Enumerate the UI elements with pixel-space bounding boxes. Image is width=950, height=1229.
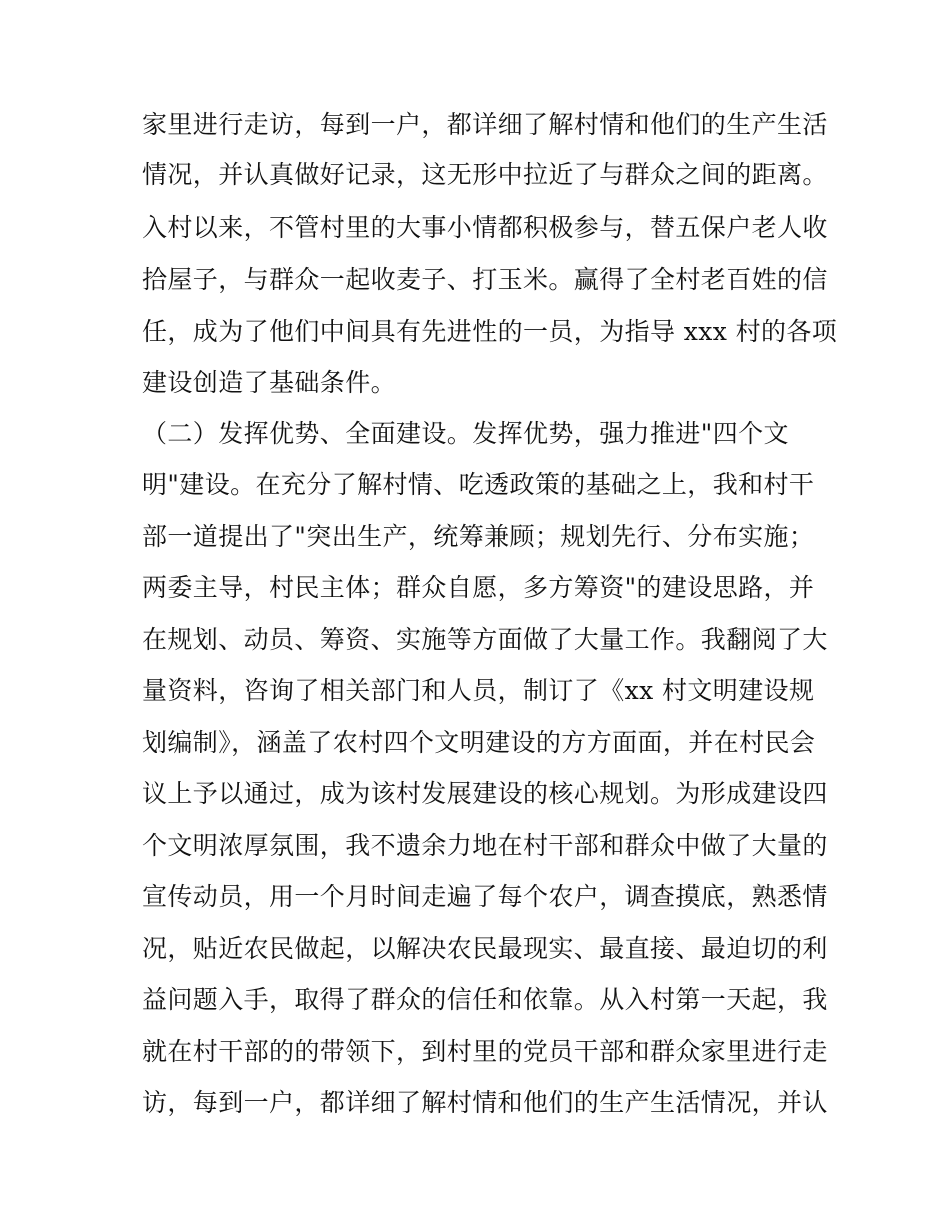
text-line-19: 就在村干部的的带领下，到村里的党员干部和群众家里进行走	[142, 1037, 828, 1066]
text-line-8: 明"建设。在充分了解村情、吃透政策的基础之上，我和村干	[142, 470, 815, 499]
text-line-1: 家里进行走访，每到一户，都详细了解村情和他们的生产生活	[142, 110, 828, 139]
text-line-10: 两委主导，村民主体；群众自愿，多方筹资"的建设思路，并	[142, 573, 815, 602]
text-line-5: 任，成为了他们中间具有先进性的一员，为指导 xxx 村的各项	[142, 317, 838, 346]
text-line-6: 建设创造了基础条件。	[142, 368, 397, 397]
text-line-17: 况，贴近农民做起，以解决农民最现实、最直接、最迫切的利	[142, 934, 828, 963]
text-line-12: 量资料，咨询了相关部门和人员，制订了《xx 村文明建设规	[142, 676, 815, 705]
text-line-15: 个文明浓厚氛围，我不遗余力地在村干部和群众中做了大量的	[142, 831, 828, 860]
text-line-2: 情况，并认真做好记录，这无形中拉近了与群众之间的距离。	[142, 160, 828, 189]
text-line-18: 益问题入手，取得了群众的信任和依靠。从入村第一天起，我	[142, 985, 828, 1014]
text-line-14: 议上予以通过，成为该村发展建设的核心规划。为形成建设四	[142, 779, 828, 808]
text-line-20: 访，每到一户，都详细了解村情和他们的生产生活情况，并认	[142, 1088, 828, 1117]
text-line-3: 入村以来，不管村里的大事小情都积极参与，替五保户老人收	[142, 213, 828, 242]
text-line-9: 部一道提出了"突出生产，统筹兼顾；规划先行、分布实施；	[142, 522, 815, 551]
text-line-11: 在规划、动员、筹资、实施等方面做了大量工作。我翻阅了大	[142, 625, 828, 654]
text-line-7: （二）发挥优势、全面建设。发挥优势，强力推进"四个文	[142, 419, 789, 448]
text-line-4: 拾屋子，与群众一起收麦子、打玉米。赢得了全村老百姓的信	[142, 265, 828, 294]
text-line-13: 划编制》，涵盖了农村四个文明建设的方方面面，并在村民会	[142, 728, 816, 757]
text-line-16: 宣传动员，用一个月时间走遍了每个农户，调查摸底，熟悉情	[142, 882, 828, 911]
